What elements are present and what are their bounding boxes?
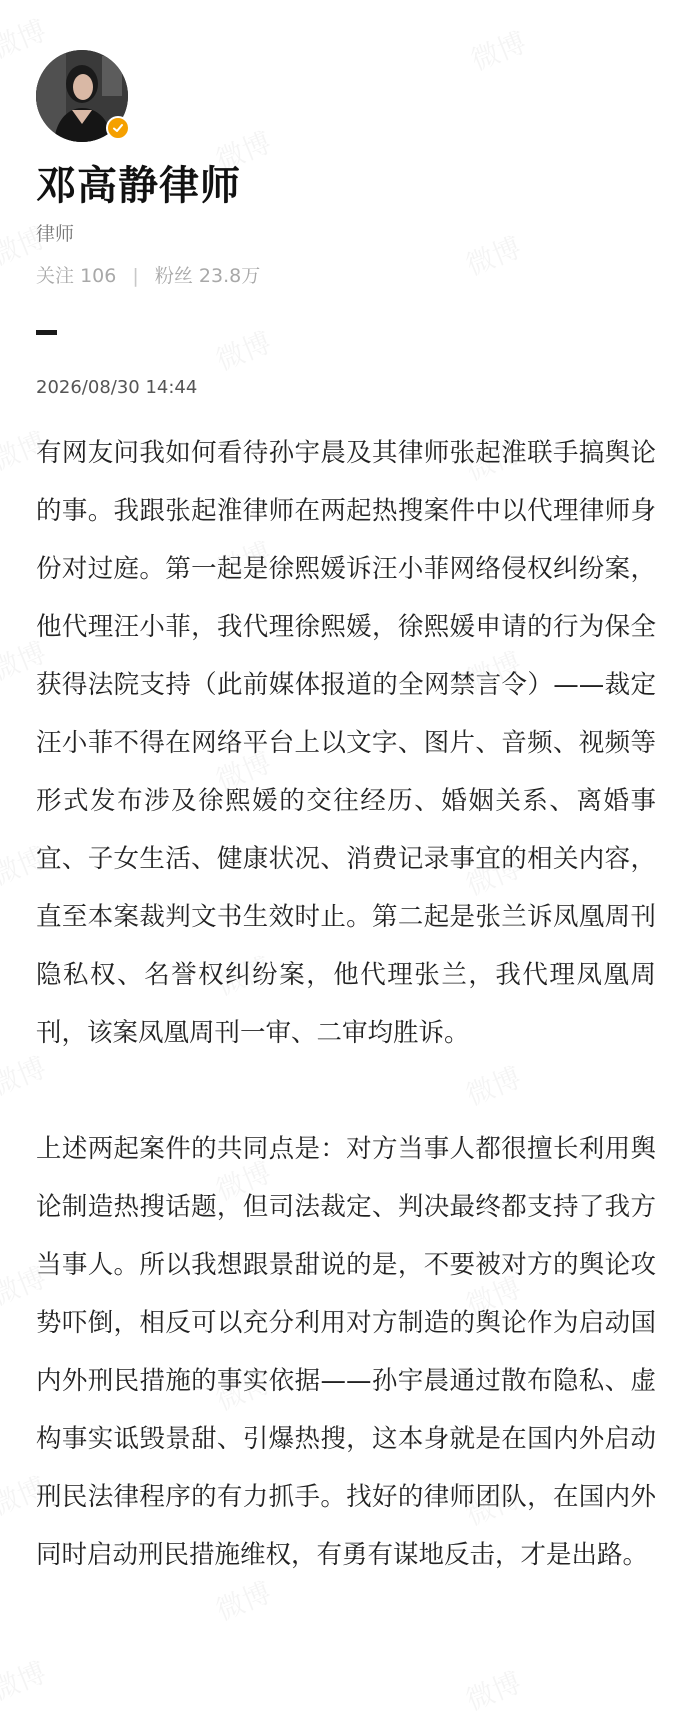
- profile-name[interactable]: 邓高静律师: [36, 163, 241, 209]
- section-divider: [36, 330, 57, 335]
- followers-count: 23.8万: [198, 265, 261, 287]
- avatar[interactable]: [36, 50, 128, 142]
- watermark: [0, 1651, 51, 1709]
- profile-stats: [36, 262, 260, 290]
- watermark: [0, 9, 51, 67]
- following-count: 106: [80, 265, 117, 287]
- watermark: [460, 226, 527, 284]
- stats-separator: |: [132, 265, 139, 287]
- verified-badge-icon: [106, 116, 130, 140]
- post-paragraph: 有网友问我如何看待孙宇晨及其律师张起淮联手搞舆论的事。我跟张起淮律师在两起热搜案件中以代理律师身份对过庭。第一起是徐熙媛诉汪小菲网络侵权纠纷案，他代理汪小菲，我代理徐熙媛，徐熙媛申请的行为保全获得法院支持（此前媒体报道的全网禁言令）——裁定汪小菲不得在网络平台上以文字、图片、音频、视频等形式发布涉及徐熙媛的交往经历、婚姻关系、离婚事宜、子女生活、健康状况、消费记录事宜的相关内容，直至本案裁判文书生效时止。第二起是张兰诉凤凰周刊隐私权、名誉权纠纷案，他代理张兰，我代理凤凰周刊，该案凤凰周刊一审、二审均胜诉。: [36, 438, 656, 1048]
- followers-link[interactable]: [155, 265, 260, 287]
- following-label: 关注: [36, 265, 75, 287]
- following-link[interactable]: [36, 265, 122, 287]
- watermark: [465, 21, 532, 79]
- post-timestamp: 2026/08/30 14:44: [36, 377, 198, 398]
- profile-subtitle: 律师: [36, 223, 75, 245]
- checkmark-icon: [112, 122, 124, 134]
- post-paragraph: 上述两起案件的共同点是：对方当事人都很擅长利用舆论制造热搜话题，但司法裁定、判决最终都支持了我方当事人。所以我想跟景甜说的是，不要被对方的舆论攻势吓倒，相反可以充分利用对方制造的舆论作为启动国内外刑民措施的事实依据——孙宇晨通过散布隐私、虚构事实诋毁景甜、引爆热搜，这本身就是在国内外启动刑民法律程序的有力抓手。找好的律师团队，在国内外同时启动刑民措施维权，有勇有谋地反击，才是出路。: [36, 1134, 656, 1570]
- post-body: [36, 424, 656, 1584]
- watermark: [460, 1661, 527, 1719]
- followers-label: 粉丝: [154, 265, 193, 287]
- watermark: [210, 321, 277, 379]
